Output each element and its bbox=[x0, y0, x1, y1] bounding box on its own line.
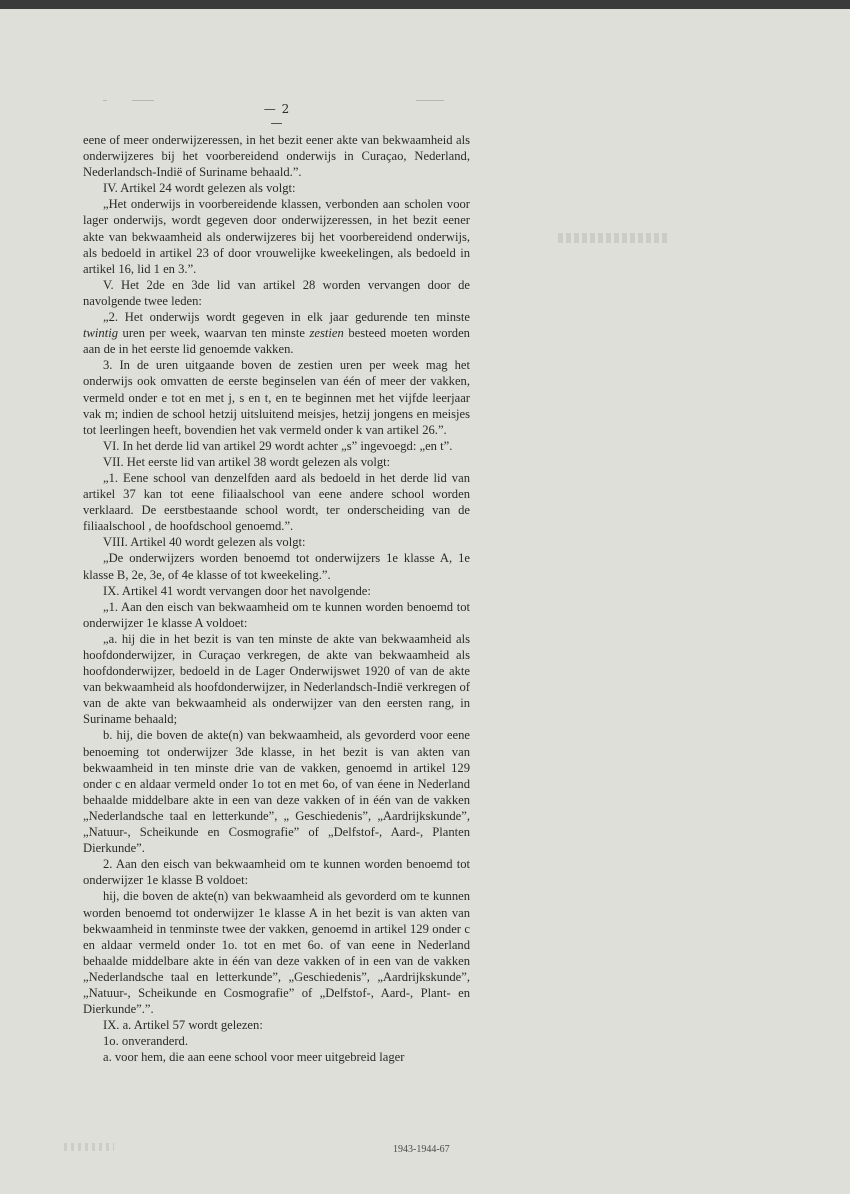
paragraph: „1. Eene school van denzelfden aard als bedoeld in het derde lid van artikel 37 kan tot eene filiaalschool van eene andere school worden verklaard. De eerstbestaande school wordt, ter onderscheiding van de filiaalschool , de hoofdschool genoemd.”. bbox=[83, 470, 470, 534]
paragraph: „a. hij die in het bezit is van ten minste de akte van bekwaamheid als hoofdonderwijzer, in Curaçao verkregen, de akte van bekwaamheid als hoofdonderwijzer, bedoeld in de Lager Onderwijswet 1920 of van de akte van bekwaamheid als hoofdonderwijzer, in Nederlandsch-Indië verkregen of van de akte van bekwaamheid als onderwijzer van den eersten rang, in Suriname behaald; bbox=[83, 631, 470, 727]
bleed-through-stamp bbox=[561, 99, 652, 134]
paragraph: eene of meer onderwijzeressen, in het bezit eener akte van bekwaamheid als onderwijzeres bij het voorbereidend onderwijs in Curaçao, Nederland, Nederlandsch-Indië of Suriname behaald.”. bbox=[83, 133, 470, 180]
text-run: besteed moeten worden aan de in het eerste lid genoemde vakken. bbox=[83, 326, 470, 357]
paragraph: IX. Artikel 41 wordt vervangen door het navolgende: bbox=[103, 583, 371, 598]
paragraph-lid-2 bbox=[83, 309, 470, 357]
paragraph: b. hij, die boven de akte(n) van bekwaamheid, als gevorderd voor eene benoeming tot onderwijzer 3de klasse, in het bezit is van akten van bekwaamheid in ten minste drie van de vakken, genoemd in artikel 129 onder c en aldaar vermeld onder 1o tot en met 6o, of van éene in Nederland behaalde middelbare akte in een van deze vakken of in één van de vakken „Nederlandsche taal en letterkunde”, „ Geschiedenis”, „Aardrijkskunde”, „Natuur-, Scheikunde en Cosmografie” of „Delfstof-, Aard-, Planten Dierkunde”. bbox=[83, 728, 470, 856]
paragraph: 1o. onveranderd. bbox=[103, 1034, 188, 1049]
paragraph: „1. Aan den eisch van bekwaamheid om te kunnen worden benoemd tot onderwijzer 1e klasse A voldoet: bbox=[83, 599, 470, 630]
scan-mark bbox=[132, 100, 154, 101]
paragraph: VII. Het eerste lid van artikel 38 wordt gelezen als volgt: bbox=[103, 454, 391, 469]
document-page bbox=[0, 9, 850, 1194]
paragraph: V. Het 2de en 3de lid van artikel 28 worden vervangen door de navolgende twee leden: bbox=[83, 277, 470, 308]
paragraph: IX. a. Artikel 57 wordt gelezen: bbox=[103, 1018, 263, 1033]
text-run: uren per week, waarvan ten minste bbox=[122, 326, 305, 341]
archive-code: 1943-1944-67 bbox=[393, 1144, 450, 1155]
paragraph: a. voor hem, die aan eene school voor meer uitgebreid lager bbox=[103, 1050, 405, 1065]
paragraph: hij, die boven de akte(n) van bekwaamheid als gevorderd om te kunnen worden benoemd tot onderwijzer 1e klasse A in het bezit is van akten van bekwaamheid in tenminste twee der vakken, genoemd in artikel 129 onder c en aldaar vermeld onder 1o. tot en met 6o. of van eene in Nederland behaalde middelbare akte in één van deze vakken of in een van de vakken „Nederlandsche taal en letterkunde”, „Geschiedenis”, „Aardrijkskunde”, „Natuur-, Scheikunde en Cosmografie” of „Delfstof-, Aard-, Plant- en Dierkunde”.”. bbox=[83, 889, 470, 1017]
scan-mark bbox=[64, 1143, 114, 1151]
paragraph: VI. In het derde lid van artikel 29 wordt achter „s” ingevoegd: „en t”. bbox=[103, 438, 453, 453]
paragraph: 3. In de uren uitgaande boven de zestien uren per week mag het onderwijs ook omvatten de eerste beginselen van één of meer der vakken, vermeld onder e tot en met j, s en t, en te beginnen met het vijfde leerjaar vak m; indien de school hetzij uitsluitend meisjes, hetzij jongens en meisjes tot leerlingen heeft, bovendien het vak vermeld onder k van artikel 26.”. bbox=[83, 358, 470, 437]
paragraph: „Het onderwijs in voorbereidende klassen, verbonden aan scholen voor lager onderwijs, wordt gegeven door onderwijzeressen, in het bezit eener akte van bekwaamheid als onderwijzeres bij het voorbereidend onderwijs, als bedoeld in artikel 23 of door vrouwelijke kweekelingen, als bedoeld in artikel 16, lid 1 en 3.”. bbox=[83, 197, 470, 276]
emphasis: zestien bbox=[309, 326, 344, 341]
document-body bbox=[83, 132, 470, 1065]
bleed-through-mark bbox=[558, 233, 668, 243]
paragraph: VIII. Artikel 40 wordt gelezen als volgt: bbox=[103, 535, 306, 550]
paragraph: IV. Artikel 24 wordt gelezen als volgt: bbox=[103, 181, 296, 196]
scan-mark bbox=[416, 100, 444, 101]
paragraph: 2. Aan den eisch van bekwaamheid om te kunnen worden benoemd tot onderwijzer 1e klasse B voldoet: bbox=[83, 857, 470, 888]
scan-mark bbox=[103, 100, 107, 101]
text-run: „2. Het onderwijs wordt gegeven in elk jaar gedurende ten minste bbox=[103, 310, 470, 325]
page-number: — 2 — bbox=[263, 102, 291, 130]
emphasis: twintig bbox=[83, 326, 118, 341]
paragraph: „De onderwijzers worden benoemd tot onderwijzers 1e klasse A, 1e klasse B, 2e, 3e, of 4e klasse of tot kweekeling.”. bbox=[83, 551, 470, 582]
